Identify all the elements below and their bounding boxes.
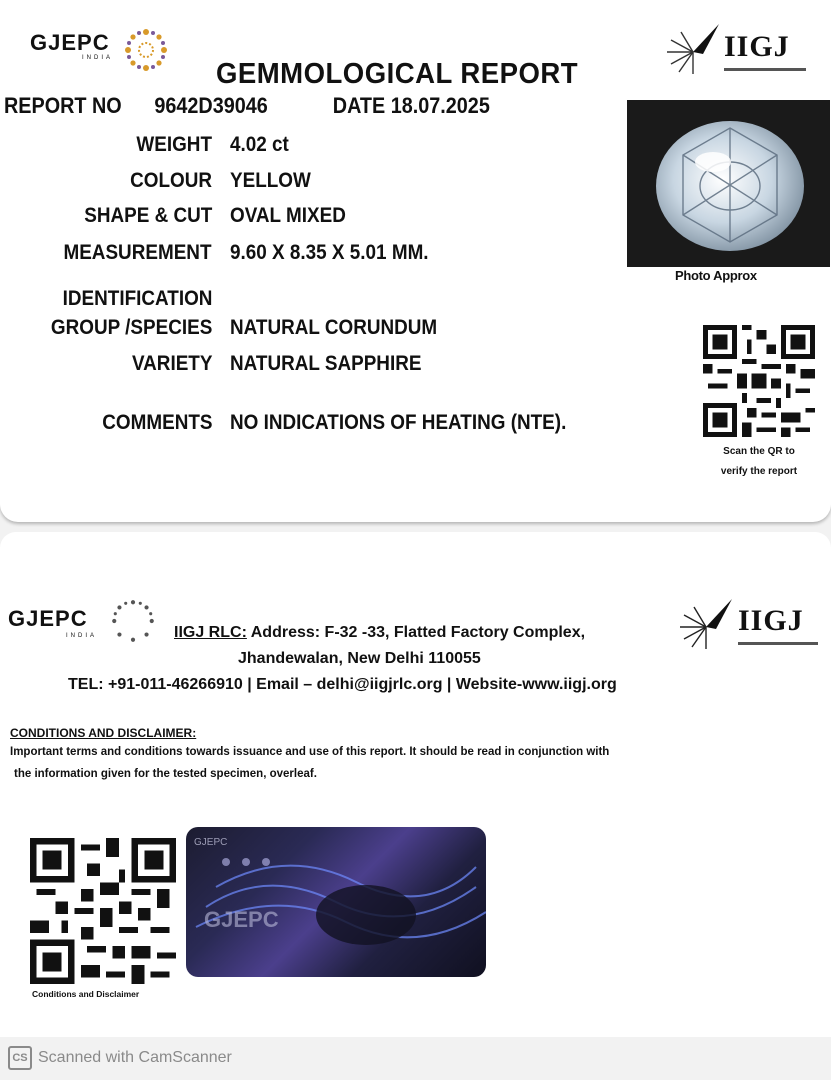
iigj-burst-icon [663, 22, 721, 76]
disclaimer-line-2: the information given for the tested specimen, overleaf. [14, 768, 317, 780]
date-label: DATE [332, 93, 386, 118]
qr-caption-line1: Scan the QR to [723, 446, 795, 457]
group-species-label: GROUP /SPECIES [50, 316, 212, 339]
report-no-value: 9642D39046 [154, 93, 268, 118]
comments-label: COMMENTS [101, 411, 212, 434]
report-front-card [0, 0, 831, 522]
camscanner-watermark [8, 1046, 232, 1070]
identification-label: IDENTIFICATION [62, 287, 212, 310]
qr-caption-line2: verify the report [720, 466, 798, 477]
report-title: GEMMOLOGICAL REPORT [216, 58, 579, 90]
gem-photo [627, 100, 830, 267]
variety-label: VARIETY [131, 352, 212, 375]
disclaimer-line-1: Important terms and conditions towards issuance and use of this report. It should be read in conjunction with [10, 746, 610, 758]
conditions-qr-code[interactable] [30, 838, 176, 984]
hologram-microtext: GJEPC [194, 837, 228, 848]
conditions-qr-caption: Conditions and Disclaimer [32, 989, 140, 999]
report-no-label: REPORT NO [4, 93, 122, 118]
group-species-value: NATURAL CORUNDUM [230, 316, 438, 339]
iigj-logo-underline [724, 68, 806, 71]
variety-value: NATURAL SAPPHIRE [230, 352, 422, 375]
measurement-value: 9.60 X 8.35 X 5.01 MM. [230, 241, 429, 264]
weight-value: 4.02 ct [230, 133, 289, 156]
address-prefix: IIGJ RLC: [174, 624, 247, 641]
back-gjepc-logo [8, 606, 98, 639]
back-iigj-logo-underline [738, 642, 818, 645]
back-gjepc-sunburst-icon [108, 596, 158, 646]
camscanner-logo-icon: CS [8, 1046, 32, 1070]
contact-line: TEL: +91-011-46266910 | Email – delhi@iigjrlc.org | Website-www.iigj.org [68, 676, 617, 693]
address-line-2: Jhandewalan, New Delhi 110055 [238, 650, 481, 667]
weight-label: WEIGHT [136, 133, 212, 156]
date-value: 18.07.2025 [390, 93, 490, 118]
disclaimer-heading: CONDITIONS AND DISCLAIMER: [10, 726, 197, 740]
report-back-card [0, 532, 831, 1037]
back-iigj-logo-text: IIGJ [738, 604, 804, 637]
gjepc-sunburst-icon [122, 26, 170, 74]
shape-cut-value: OVAL MIXED [230, 204, 346, 227]
photo-caption: Photo Approx [675, 268, 757, 283]
address-line-1-text: Address: F-32 -33, Flatted Factory Complex, [246, 624, 586, 641]
hologram-pattern [186, 827, 486, 977]
gem-oval-image [627, 100, 830, 267]
colour-label: COLOUR [130, 169, 212, 192]
iigj-logo-text: IIGJ [724, 30, 790, 63]
hologram-label: GJEPC [204, 907, 279, 932]
gjepc-logo-subtext: INDIA [82, 55, 114, 61]
measurement-label: MEASUREMENT [63, 241, 212, 264]
comments-value: NO INDICATIONS OF HEATING (NTE). [230, 411, 567, 434]
back-gjepc-logo-subtext: INDIA [66, 633, 98, 639]
back-gjepc-logo-text: GJEPC [8, 606, 88, 631]
colour-value: YELLOW [230, 169, 311, 192]
address-line-1 [174, 624, 585, 642]
report-number-row [4, 93, 490, 119]
shape-cut-label: SHAPE & CUT [83, 204, 212, 227]
gjepc-logo-text: GJEPC [30, 30, 110, 55]
verify-qr-code[interactable] [702, 325, 816, 437]
back-iigj-burst-icon [676, 596, 734, 652]
security-hologram [186, 827, 486, 977]
gjepc-logo [30, 30, 114, 61]
camscanner-text: Scanned with CamScanner [38, 1049, 232, 1066]
